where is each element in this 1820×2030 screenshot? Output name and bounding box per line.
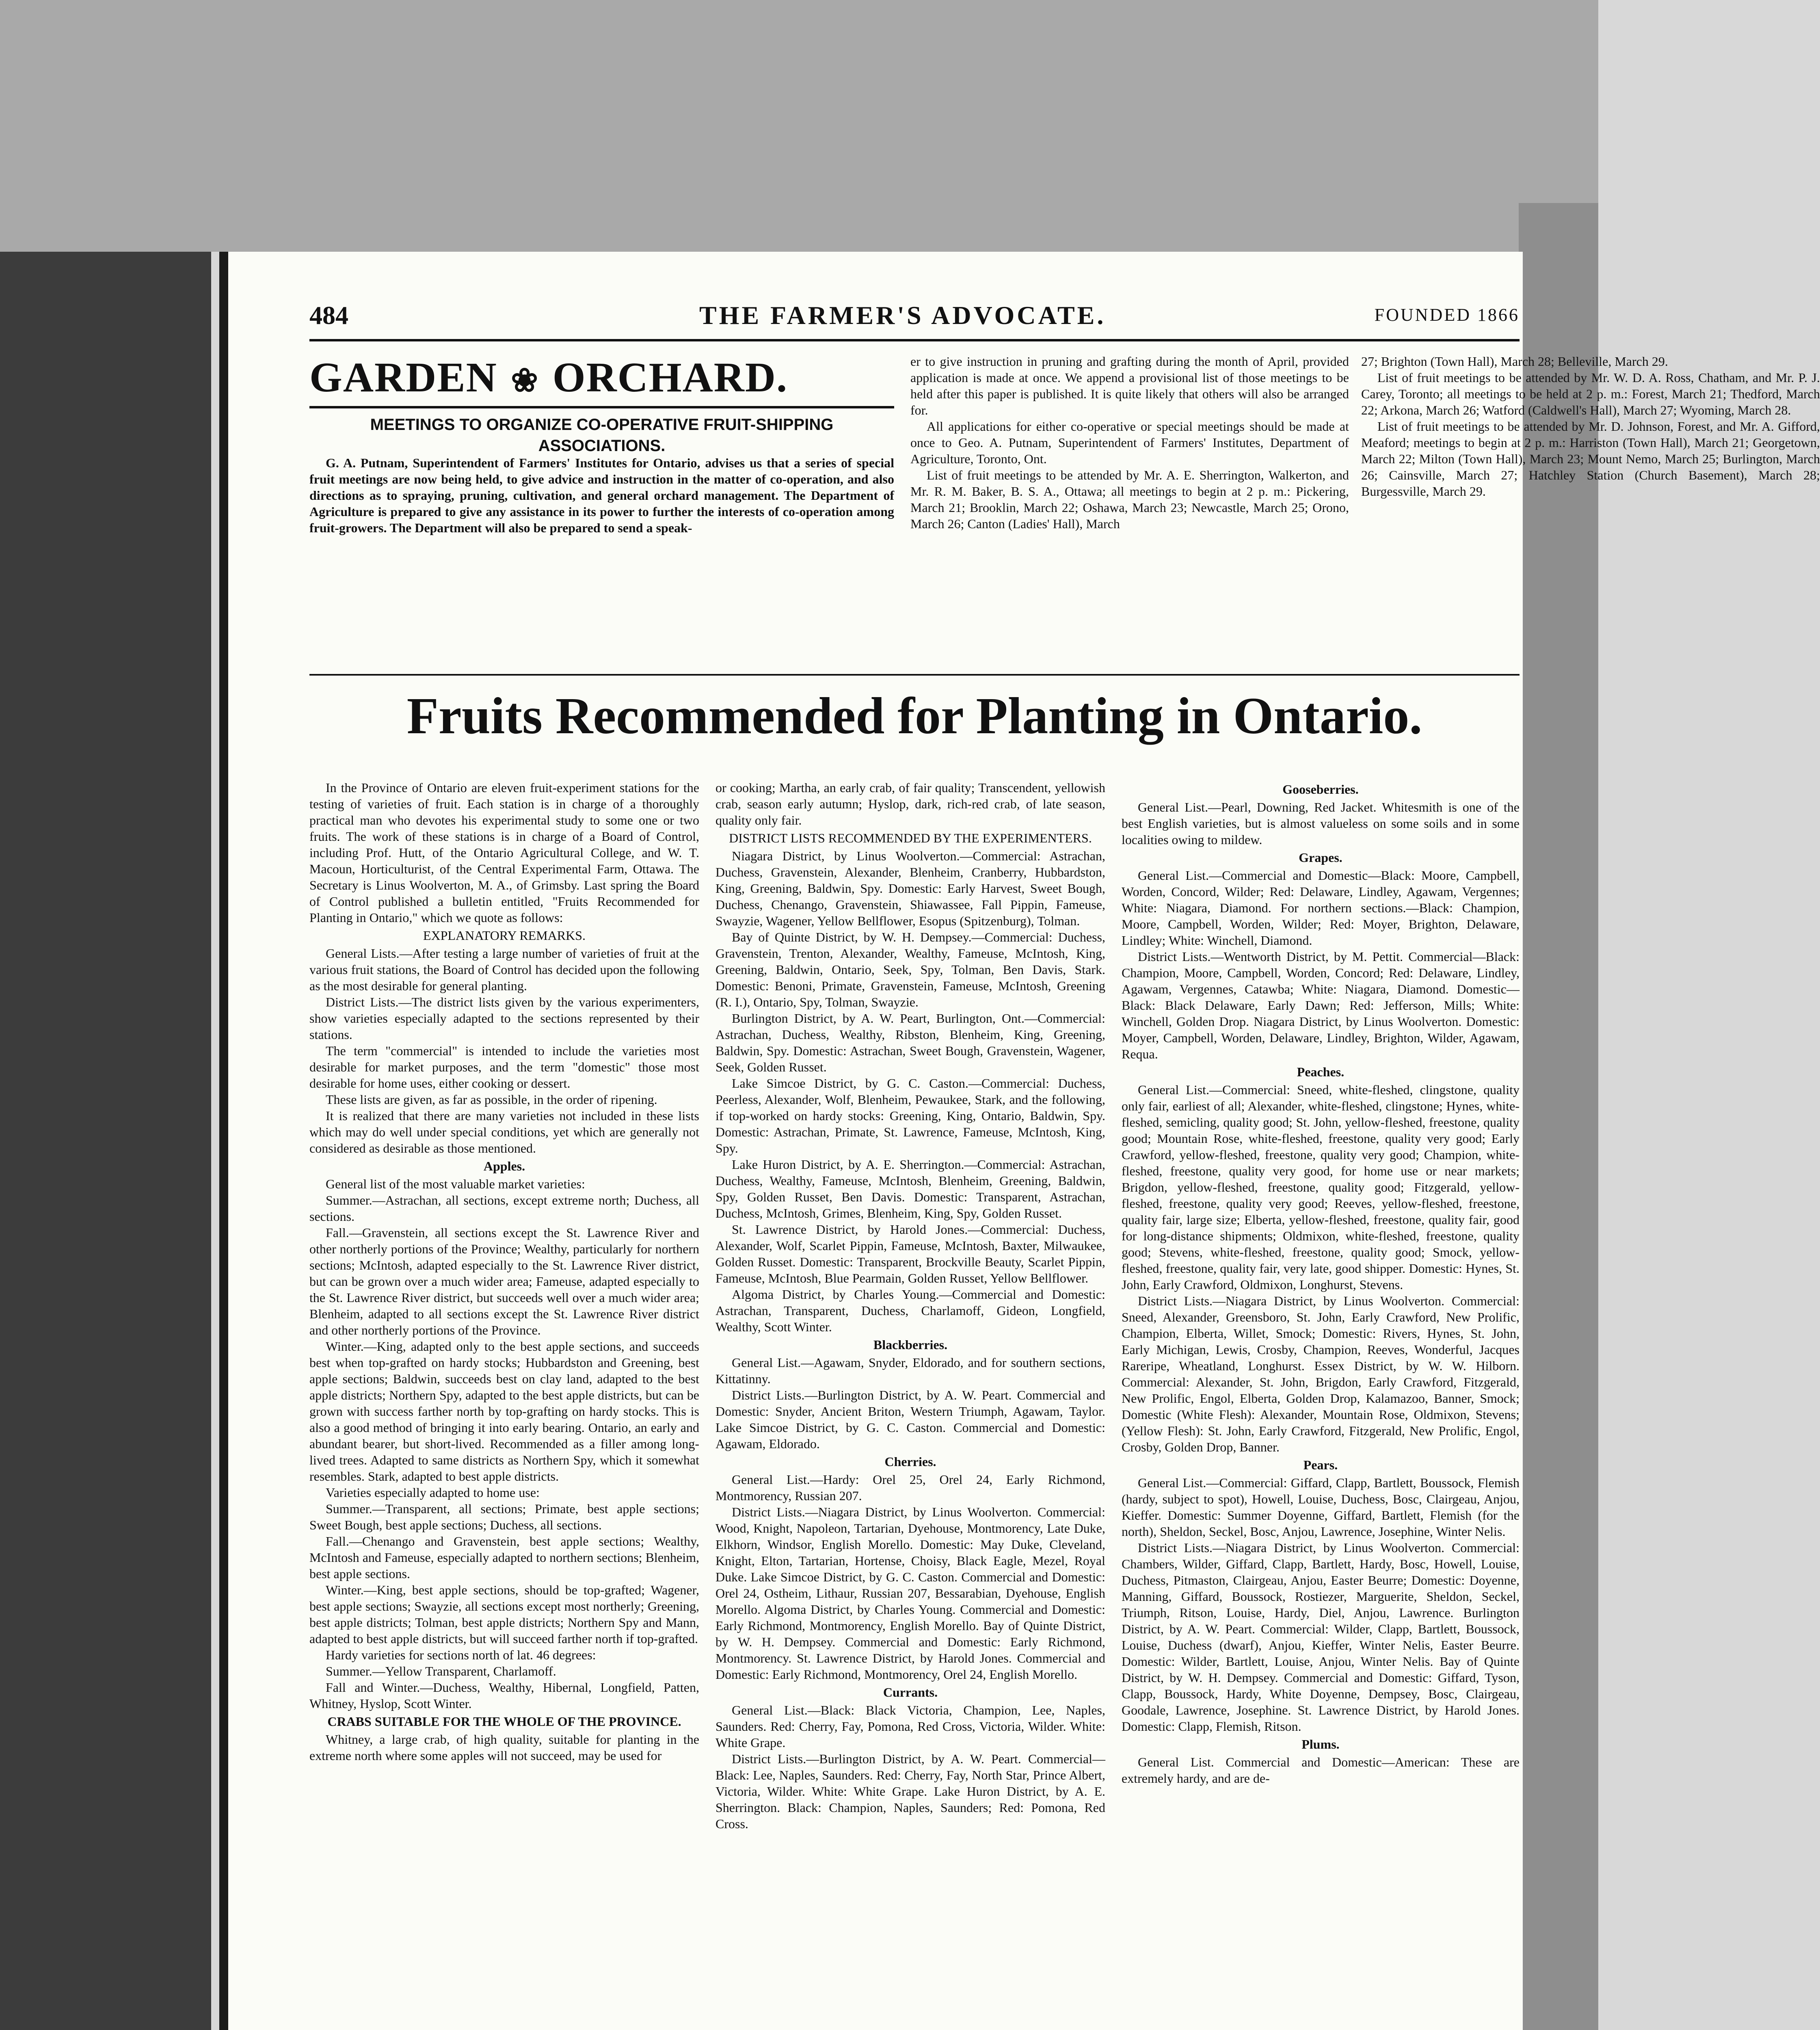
fruit-heading: Plums. (1301, 1737, 1340, 1751)
article-headline: Fruits Recommended for Planting in Ontario. (406, 687, 1422, 745)
meetings-column-2 (910, 353, 1349, 532)
article-paragraph: District Lists.—Burlington District, by A. W. Peart. Commercial and Domestic: Snyder, Ancient Briton, Western Triumph, Agawam, Taylor. Lake Simcoe District, by G. C. Caston. Commercial and Domestic: Agawam, Eldorado. (715, 1388, 1105, 1451)
meetings-column-1 (309, 455, 894, 536)
header-rule (309, 339, 1520, 341)
article-paragraph: Summer.—Astrachan, all sections, except extreme north; Duchess, all sections. (309, 1193, 699, 1224)
fruit-heading: Peaches. (1297, 1065, 1344, 1079)
article-paragraph: St. Lawrence District, by Harold Jones.—Commercial: Duchess, Alexander, Wolf, Scarlet Pippin, Fameuse, McIntosh, Baxter, Milwaukee, Golden Russet. Domestic: Transparent, Brockville Beauty, Scarlet Pippin, Fameuse, McIntosh, Blue Pearmain, Golden Russet, Yellow Bellflower. (715, 1222, 1105, 1285)
article-paragraph: Summer.—Transparent, all sections; Primate, best apple sections; Sweet Bough, best apple sections; Duchess, all sections. (309, 1501, 699, 1532)
article-column-2 (715, 780, 1105, 1832)
article-paragraph: Winter.—King, adapted only to the best apple sections, and succeeds best when top-grafted on hardy stocks; Hubbardston and Greening, best apple sections; Baldwin, succeeds best on clay land, adapted to the best apple districts; Northern Spy, adapted to the best apple districts, but can be grown with success farther north by top-grafting on hardy stocks. This is also a good method of bringing it into early bearing. Ontario, an early and abundant bearer, but short-lived. Recommended as a filler among long-lived trees. Adapted to same districts as Northern Spy, which it somewhat resembles. Stark, adapted to best apple districts. (309, 1339, 699, 1484)
article-paragraph: Whitney, a large crab, of high quality, suitable for planting in the extreme north where some apples will not succeed, may be used for (309, 1732, 699, 1763)
article-paragraph: Lake Simcoe District, by G. C. Caston.—Commercial: Duchess, Peerless, Alexander, Wolf, Blenheim, Pewaukee, Stark, and the following, if top-worked on hardy stocks: Greening, King, Ontario, Baldwin, Spy. Domestic: Astrachan, Primate, St. Lawrence, Fameuse, McIntosh, King, Spy. (715, 1076, 1105, 1155)
article-paragraph: District Lists.—The district lists given by the various experimenters, show varieties especially adapted to the sections represented by their stations. (309, 995, 699, 1042)
article-paragraph: Burlington District, by A. W. Peart, Burlington, Ont.—Commercial: Astrachan, Duchess, Wealthy, Ribston, Blenheim, King, Greening, Baldwin, Spy. Domestic: Astrachan, Sweet Bough, Gravenstein, Wagener, Seek, Golden Russet. (715, 1011, 1105, 1074)
subsection-heading: DISTRICT LISTS RECOMMENDED BY THE EXPERIMENTERS. (729, 831, 1092, 845)
article-paragraph: General List.—Hardy: Orel 25, Orel 24, Early Richmond, Montmorency, Russian 207. (715, 1472, 1105, 1503)
section-title-right: ORCHARD. (552, 354, 788, 401)
article-paragraph: Niagara District, by Linus Woolverton.—Commercial: Astrachan, Duchess, Gravenstein, Alexander, Blenheim, Cranberry, Hubbardston, King, Greening, Baldwin, Spy. Domestic: Early Harvest, Sweet Bough, Duchess, Chenango, Gravenstein, Shiawassee, Fall Pippin, Fameuse, Swayzie, Wagener, Yellow Bellflower, Esopus (Spitzenburg), Tolman. (715, 849, 1105, 928)
fruit-heading: Pears. (1303, 1458, 1338, 1472)
scan-background-left (0, 252, 211, 2030)
article-paragraph: District Lists.—Niagara District, by Linus Woolverton. Commercial: Sneed, Alexander, Greensboro, St. John, Early Crawford, New Prolific, Champion, Elberta, Willet, Smock; Domestic: Rivers, Hynes, St. John, Early Michigan, Lewis, Crosby, Champion, Reeves, Wonderful, Jacques Rareripe, Wheatland, Longhurst. Essex District, by W. W. Hilborn. Commercial: Alexander, St. John, Brigdon, Early Crawford, Fitzgerald, New Prolific, Engol, Elberta, Golden Drop, Kalamazoo, Banner, Smock; Domestic (White Flesh): Alexander, Mountain Rose, Oldmixon, Stevens; (Yellow Flesh): St. John, Early Crawford, Fitzgerald, New Prolific, Engol, Crosby, Golden Drop, Banner. (1122, 1294, 1520, 1454)
page-header (309, 300, 1520, 333)
article-paragraph: Varieties especially adapted to home use: (326, 1485, 540, 1500)
article-paragraph: General List.—Commercial and Domestic—Black: Moore, Campbell, Worden, Concord, Wilder; Red: Delaware, Lindley, Agawam, Vergennes; White: Niagara, Diamond. For northern sections.—Black: Champion, Moore, Campbell, Worden, Wilder; Red: Moyer, Brighton, Delaware, Lindley; White: Winchell, Diamond. (1122, 868, 1520, 948)
scan-background-top (0, 0, 1598, 252)
article-paragraph: Algoma District, by Charles Young.—Commercial and Domestic: Astrachan, Transparent, Duchess, Charlamoff, Gideon, Longfield, Wealthy, Scott Winter. (715, 1287, 1105, 1334)
section-title-left: GARDEN (309, 354, 497, 401)
article-paragraph: General List. Commercial and Domestic—American: These are extremely hardy, and are de- (1122, 1755, 1520, 1786)
founded-note: FOUNDED 1866 (1374, 305, 1520, 325)
section-rule (309, 406, 894, 408)
meetings-paragraph: List of fruit meetings to be attended by Mr. D. Johnson, Forest, and Mr. A. Gifford, Meaford; meetings to begin at 2 p. m.: Harriston (Town Hall), March 21; Georgetown, March 22; Milton (Town Hall), March 23; Mount Nemo, March 25; Burlington, March 26; Cainsville, March 27; Hatchley Station (Church Basement), March 28; Burgessville, March 29. (1361, 419, 1820, 499)
meetings-paragraph: List of fruit meetings to be attended by Mr. A. E. Sherrington, Walkerton, and Mr. R. M. Baker, B. S. A., Ottawa; all meetings to begin at 2 p. m.: Pickering, March 21; Brooklin, March 22; Oshawa, March 23; Newcastle, March 25; Orono, March 26; Canton (Ladies' Hall), March (910, 468, 1349, 531)
section-title (309, 353, 894, 402)
article-paragraph: These lists are given, as far as possible, in the order of ripening. (326, 1092, 657, 1107)
meetings-column-3 (1361, 353, 1820, 499)
meetings-paragraph: er to give instruction in pruning and grafting during the month of April, provided application is made at once. We append a provisional list of those meetings to be held after this paper is published. It is quite likely that others will also be arranged for. (910, 354, 1349, 417)
headline-rule (309, 674, 1520, 676)
fruit-heading: Currants. (883, 1685, 938, 1700)
article-paragraph: District Lists.—Niagara District, by Linus Woolverton. Commercial: Chambers, Wilder, Giffard, Clapp, Bartlett, Hardy, Bosc, Howell, Louise, Duchess, Pitmaston, Clairgeau, Anjou, Easter Beurre; Domestic: Doyenne, Manning, Giffard, Boussock, Rostiezer, Marguerite, Sheldon, Seckel, Triumph, Ritson, Louise, Hardy, Diel, Anjou, Lawrence. Burlington District, by A. W. Peart. Commercial: Wilder, Clapp, Bartlett, Boussock, Louise, Duchess (dwarf), Anjou, Kieffer, Winter Nelis, Easter Beurre. Domestic: Wilder, Bartlett, Louise, Anjou, Winter Nelis. Bay of Quinte District, by W. H. Dempsey. Commercial and Domestic: Giffard, Tyson, Clapp, Boussock, Hardy, White Doyenne, Dempsey, Bosc, Clairgeau, Goodale, Lawrence, Josephine. St. Lawrence District, by Harold Jones. Domestic: Clapp, Flemish, Ritson. (1122, 1540, 1520, 1734)
fruit-heading: Gooseberries. (1282, 782, 1359, 797)
article-paragraph: Summer.—Yellow Transparent, Charlamoff. (326, 1664, 556, 1678)
article-paragraph: General List.—Agawam, Snyder, Eldorado, and for southern sections, Kittatinny. (715, 1355, 1105, 1386)
article-column-3 (1122, 780, 1520, 1786)
article-paragraph: Fall.—Chenango and Gravenstein, best apple sections; Wealthy, McIntosh and Fameuse, especially adapted to northern sections; Blenheim, best apple sections. (309, 1534, 699, 1581)
meetings-intro: G. A. Putnam, Superintendent of Farmers' Institutes for Ontario, advises us that a series of special fruit meetings are now being held, to give advice and instruction in the matter of co-operation, and also directions as to spraying, pruning, cultivation, and general orchard management. The Department of Agriculture is prepared to give any assistance in its power to further the interests of co-operation among fruit-growers. The Department will also be prepared to send a speak- (309, 456, 894, 535)
fruit-heading: Grapes. (1299, 850, 1342, 865)
article-paragraph: General list of the most valuable market varieties: (326, 1177, 585, 1191)
subsection-heading: EXPLANATORY REMARKS. (423, 928, 586, 943)
running-title: THE FARMER'S ADVOCATE. (699, 301, 1106, 330)
article-paragraph: District Lists.—Wentworth District, by M. Pettit. Commercial—Black: Champion, Moore, Campbell, Worden, Concord; Red: Delaware, Lindley, Agawam, Vergennes, Catawba; White: Niagara, Diamond. Domestic—Black: Black Delaware, Early Dawn; Red: Jefferson, Mills; White: Winchell, Golden Drop. Niagara District, by Linus Woolverton. Domestic: Moyer, Campbell, Worden, Delaware, Lindley, Brighton, Wilder, Agawam, Requa. (1122, 949, 1520, 1061)
article-paragraph: Lake Huron District, by A. E. Sherrington.—Commercial: Astrachan, Duchess, Wealthy, Fameuse, McIntosh, Blenheim, Greening, Baldwin, Spy, Golden Russet, Ben Davis. Domestic: Transparent, Astrachan, Duchess, McIntosh, Grimes, Blenheim, King, Spy, Golden Russet. (715, 1157, 1105, 1220)
fruit-heading: Blackberries. (873, 1337, 948, 1352)
article-paragraph: In the Province of Ontario are eleven fruit-experiment stations for the testing of varieties of fruit. Each station is in charge of a thoroughly practical man who devotes his experimental study to some one or two fruits. The work of these stations is in charge of a Board of Control, including Prof. Hutt, of the Ontario Agricultural College, and W. T. Macoun, Horticulturist, of the Central Experimental Farm, Ottawa. The Secretary is Linus Woolverton, M. A., of Grimsby. Last spring the Board of Control published a bulletin entitled, "Fruits Recommended for Planting in Ontario," which we quote as follows: (309, 780, 699, 925)
article-paragraph: General List.—Commercial: Sneed, white-fleshed, clingstone, quality only fair, earliest of all; Alexander, white-fleshed, clingstone; Hynes, white-fleshed, semicling, quality good; St. John, yellow-fleshed, freestone, quality good; Mountain Rose, white-fleshed, freestone, quality very good; Early Crawford, yellow-fleshed, freestone, quality very good; Champion, white-fleshed, freestone, quality very good, for home use or near markets; Brigdon, yellow-fleshed, freestone, quality good; Fitzgerald, yellow-fleshed, freestone, quality very good; Reeves, yellow-fleshed, freestone, quality fair, large size; Elberta, yellow-fleshed, freestone, quality fair, good for long-distance shipments; Oldmixon, white-fleshed, freestone, quality good; Stevens, white-fleshed, freestone, quality good; Smock, yellow-fleshed, freestone, quality fair, very late, good shipper. Domestic: Hynes, St. John, Early Crawford, Oldmixon, Longhurst, Stevens. (1122, 1082, 1520, 1292)
article-paragraph: It is realized that there are many varieties not included in these lists which may do well under special conditions, yet which are generally not considered as desirable as those mentioned. (309, 1108, 699, 1155)
article-paragraph: Fall and Winter.—Duchess, Wealthy, Hibernal, Longfield, Patten, Whitney, Hyslop, Scott Winter. (309, 1680, 699, 1711)
article-paragraph: General List.—Pearl, Downing, Red Jacket. Whitesmith is one of the best English varieties, but is almost valueless on some soils and in some localities owing to mildew. (1122, 800, 1520, 847)
page-number: 484 (309, 301, 348, 330)
article-paragraph: The term "commercial" is intended to include the varieties most desirable for market purposes, and the term "domestic" those most desirable for home uses, either cooking or dessert. (309, 1043, 699, 1091)
fruit-heading: Apples. (483, 1159, 525, 1173)
article-paragraph: Winter.—King, best apple sections, should be top-grafted; Wagener, best apple sections; Swayzie, all sections except most northerly; Greening, best apple districts; Tolman, best apple districts; Northern Spy and Mann, adapted to best apple districts, but will succeed farther north if top-grafted. (309, 1583, 699, 1646)
article-paragraph: Hardy varieties for sections north of lat. 46 degrees: (326, 1648, 596, 1662)
article-column-1 (309, 780, 699, 1764)
article-paragraph: District Lists.—Niagara District, by Linus Woolverton. Commercial: Wood, Knight, Napoleon, Tartarian, Dyehouse, Montmorency, Late Duke, Elkhorn, Windsor, English Morello. Domestic: May Duke, Cleveland, Knight, Elton, Tartarian, Hortense, Choisy, Black Eagle, Mezel, Royal Duke. Lake Simcoe District, by G. C. Caston. Commercial and Domestic: Orel 24, Ostheim, Lithaur, Russian 207, Bessarabian, Dyehouse, English Morello. Algoma District, by Charles Young. Commercial and Domestic: Early Richmond, Montmorency, English Morello. Bay of Quinte District, by W. H. Dempsey. Commercial and Domestic: Early Richmond, Montmorency. St. Lawrence District, by Harold Jones. Commercial and Domestic: Early Richmond, Montmorency, Orel 24, English Morello. (715, 1505, 1105, 1682)
article-paragraph: Fall.—Gravenstein, all sections except the St. Lawrence River and other northerly portions of the Province; Wealthy, particularly for northern sections; McIntosh, adapted especially to the St. Lawrence River district, but can be grown over a much wider area; Fameuse, adapted especially to the St. Lawrence River district, but succeeds well over a much wider area; Blenheim, adapted to all sections except the St. Lawrence River district and other northerly portions of the Province. (309, 1225, 699, 1337)
article-paragraph: General Lists.—After testing a large number of varieties of fruit at the various fruit stations, the Board of Control has decided upon the following as the most desirable for general planting. (309, 946, 699, 993)
article-paragraph: or cooking; Martha, an early crab, of fair quality; Transcendent, yellowish crab, season early autumn; Hyslop, dark, rich-red crab, of late season, quality only fair. (715, 780, 1105, 827)
meetings-heading: MEETINGS TO ORGANIZE CO-OPERATIVE FRUIT-SHIPPING ASSOCIATIONS. (370, 416, 834, 455)
article-paragraph: General List.—Commercial: Giffard, Clapp, Bartlett, Boussock, Flemish (hardy, subject to spot), Howell, Louise, Duchess, Bosc, Clairgeau, Anjou, Kieffer. Domestic: Summer Doyenne, Giffard, Bartlett, Flemish (for the north), Sheldon, Seckel, Bosc, Anjou, Lawrence, Josephine, Winter Nelis. (1122, 1475, 1520, 1539)
newspaper-page (219, 252, 1820, 2030)
subsection-heading: CRABS SUITABLE FOR THE WHOLE OF THE PROVINCE. (327, 1714, 681, 1729)
meetings-paragraph: List of fruit meetings to be attended by Mr. W. D. A. Ross, Chatham, and Mr. P. J. Carey, Toronto; all meetings to be held at 2 p. m.: Forest, March 21; Thedford, March 22; Arkona, March 26; Watford (Caldwell's Hall), March 27; Wyoming, March 28. (1361, 370, 1820, 417)
fruit-heading: Cherries. (884, 1454, 936, 1469)
article-paragraph: Bay of Quinte District, by W. H. Dempsey.—Commercial: Duchess, Gravenstein, Trenton, Alexander, Wealthy, Fameuse, McIntosh, King, Greening, Baldwin, Ontario, Seek, Spy, Tolman, Ben Davis, Stark. Domestic: Benoni, Primate, Gravenstein, Fameuse, McIntosh, Greening (R. I.), Ontario, Spy, Tolman, Swayzie. (715, 930, 1105, 1009)
meetings-paragraph: 27; Brighton (Town Hall), March 28; Belleville, March 29. (1361, 354, 1668, 369)
article-paragraph: District Lists.—Burlington District, by A. W. Peart. Commercial—Black: Lee, Naples, Saunders. Red: Cherry, Fay, North Star, Prince Albert, Victoria, Wilder. White: White Grape. Lake Huron District, by A. E. Sherrington. Black: Champion, Naples, Saunders; Red: Pomona, Red Cross. (715, 1751, 1105, 1831)
article-paragraph: General List.—Black: Black Victoria, Champion, Lee, Naples, Saunders. Red: Cherry, Fay, Pomona, Red Cross, Victoria, Wilder. White: White Grape. (715, 1703, 1105, 1750)
flower-ornament-icon: ❀ (511, 363, 539, 399)
meetings-paragraph: All applications for either co-operative or special meetings should be made at once to Geo. A. Putnam, Superintendent of Farmers' Institutes, Department of Agriculture, Toronto, Ont. (910, 419, 1349, 466)
